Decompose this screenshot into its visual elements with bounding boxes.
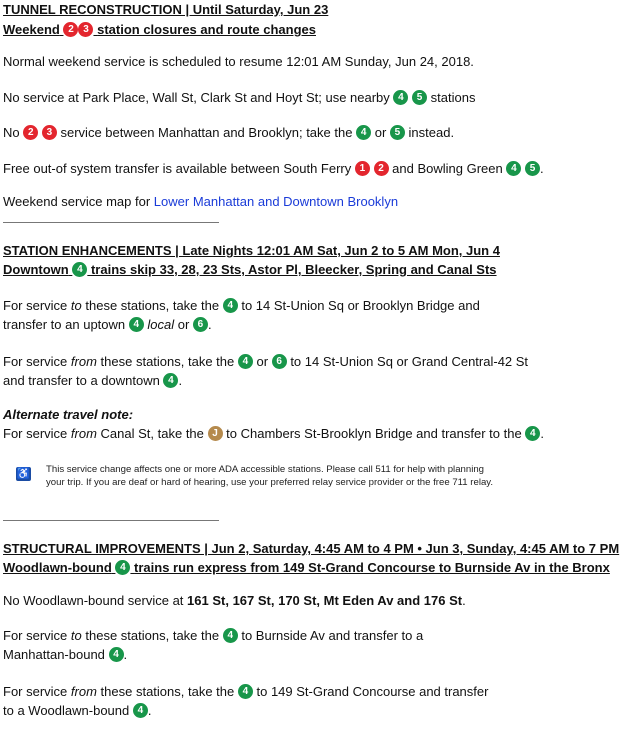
text: Free out-of system transfer is available between South Ferry <box>3 161 352 176</box>
text: trains skip 33, 28, 23 Sts, Astor Pl, Bleecker, Spring and Canal Sts <box>90 262 497 277</box>
text: Downtown <box>3 262 69 277</box>
route-3-bullet: 3 <box>42 125 57 140</box>
tunnel-sub-suffix: station closures and route changes <box>97 22 316 37</box>
tunnel-header <box>3 0 627 19</box>
text: . <box>540 426 544 441</box>
tunnel-paragraph-2 <box>3 88 627 107</box>
route-5-bullet: 5 <box>390 125 405 140</box>
text: or <box>256 354 269 369</box>
text: to <box>70 628 82 643</box>
text: No Woodlawn-bound service at <box>3 593 184 608</box>
route-4-bullet: 4 <box>393 90 408 105</box>
text: to 14 St-Union Sq or Grand Central-42 St <box>290 354 529 369</box>
text: For service <box>3 354 68 369</box>
text: transfer to an uptown <box>3 317 126 332</box>
text: to a Woodlawn-bound <box>3 703 130 718</box>
route-4-bullet: 4 <box>525 426 540 441</box>
text: instead. <box>408 125 455 140</box>
text: For service <box>3 426 68 441</box>
tunnel-paragraph-1: Normal weekend service is scheduled to resume 12:01 AM Sunday, Jun 24, 2018. <box>3 54 474 69</box>
station-header: STATION ENHANCEMENTS | Late Nights 12:01 AM Sat, Jun 2 to 5 AM Mon, Jun 4 <box>3 243 500 258</box>
text: . <box>462 593 466 608</box>
text: For service <box>3 628 68 643</box>
text: to <box>70 298 82 313</box>
text: these stations, take the <box>100 354 235 369</box>
tunnel-paragraph-4 <box>3 159 627 178</box>
route-5-bullet: 5 <box>525 161 540 176</box>
text: For service <box>3 298 68 313</box>
tunnel-subheader <box>3 20 627 39</box>
text: from <box>70 684 97 699</box>
text: For service <box>3 684 68 699</box>
divider <box>3 222 219 223</box>
text: to Burnside Av and transfer to a <box>241 628 424 643</box>
tunnel-header-title: TUNNEL RECONSTRUCTION | Until Saturday, Jun 23 <box>3 2 329 17</box>
structural-header: STRUCTURAL IMPROVEMENTS | Jun 2, Saturday, 4:45 AM to 4 PM • Jun 3, Sunday, 4:45 AM to 7 PM <box>3 541 620 556</box>
text: local <box>147 317 175 332</box>
text: No <box>3 125 20 140</box>
text: service between Manhattan and Brooklyn; take the <box>60 125 353 140</box>
text: these stations, take the <box>85 628 220 643</box>
route-4-bullet: 4 <box>238 354 253 369</box>
route-1-bullet: 1 <box>355 161 370 176</box>
divider <box>3 520 219 521</box>
text: . <box>539 161 544 176</box>
route-4-bullet: 4 <box>129 317 144 332</box>
text: to 149 St-Grand Concourse and transfer <box>256 684 489 699</box>
text: . <box>123 647 128 662</box>
tunnel-sub-prefix: Weekend <box>3 22 60 37</box>
text: your trip. If you are deaf or hard of hearing, use your preferred relay service provider or the free 711 relay. <box>46 477 494 488</box>
text: This service change affects one or more ADA accessible stations. Please call 511 for help with planning <box>46 464 484 475</box>
station-paragraph-3 <box>3 424 627 443</box>
text: and Bowling Green <box>392 161 503 176</box>
structural-paragraph-1 <box>3 591 627 610</box>
route-2-bullet: 2 <box>63 22 78 37</box>
route-2-bullet: 2 <box>23 125 38 140</box>
text: . <box>147 703 152 718</box>
text: to 14 St-Union Sq or Brooklyn Bridge and <box>241 298 480 313</box>
text: No service at Park Place, Wall St, Clark St and Hoyt St; use nearby <box>3 90 390 105</box>
route-4-bullet: 4 <box>223 298 238 313</box>
alternate-travel-title: Alternate travel note: <box>3 407 134 422</box>
text: or <box>374 125 387 140</box>
route-4-bullet: 4 <box>223 628 238 643</box>
text: Manhattan-bound <box>3 647 105 662</box>
structural-paragraph-3 <box>3 682 627 720</box>
route-5-bullet: 5 <box>412 90 427 105</box>
station-paragraph-2 <box>3 352 627 390</box>
service-map-link[interactable]: Lower Manhattan and Downtown Brooklyn <box>153 194 399 209</box>
text: stations <box>430 90 476 105</box>
structural-subheader <box>3 558 627 577</box>
text: . <box>207 317 212 332</box>
route-4-bullet: 4 <box>238 684 253 699</box>
text: Woodlawn-bound <box>3 560 112 575</box>
route-4-bullet: 4 <box>506 161 521 176</box>
ada-note <box>46 463 566 489</box>
route-3-bullet: 3 <box>78 22 93 37</box>
text: trains run express from 149 St-Grand Concourse to Burnside Av in the Bronx <box>134 560 610 575</box>
tunnel-paragraph-3 <box>3 123 627 142</box>
text: or <box>177 317 190 332</box>
structural-paragraph-2 <box>3 626 627 664</box>
route-4-bullet: 4 <box>163 373 178 388</box>
route-2-bullet: 2 <box>374 161 389 176</box>
text: Weekend service map for <box>3 194 151 209</box>
route-4-bullet: 4 <box>356 125 371 140</box>
route-6-bullet: 6 <box>193 317 208 332</box>
text: these stations, take the <box>85 298 220 313</box>
station-paragraph-1 <box>3 296 627 334</box>
text: 161 St, 167 St, 170 St, Mt Eden Av and 176 St <box>187 593 463 608</box>
route-4-bullet: 4 <box>133 703 148 718</box>
text: to Chambers St-Brooklyn Bridge and transfer to the <box>226 426 522 441</box>
text: and transfer to a downtown <box>3 373 160 388</box>
station-subheader <box>3 260 627 279</box>
text: from <box>70 354 97 369</box>
accessibility-icon: ♿ <box>16 468 31 480</box>
text: from <box>70 426 97 441</box>
text: these stations, take the <box>100 684 235 699</box>
tunnel-paragraph-5 <box>3 192 627 211</box>
route-4-bullet: 4 <box>72 262 87 277</box>
route-4-bullet: 4 <box>109 647 124 662</box>
text: . <box>178 373 183 388</box>
route-6-bullet: 6 <box>272 354 287 369</box>
route-j-bullet: J <box>208 426 223 441</box>
route-4-bullet: 4 <box>115 560 130 575</box>
text: Canal St, take the <box>100 426 204 441</box>
